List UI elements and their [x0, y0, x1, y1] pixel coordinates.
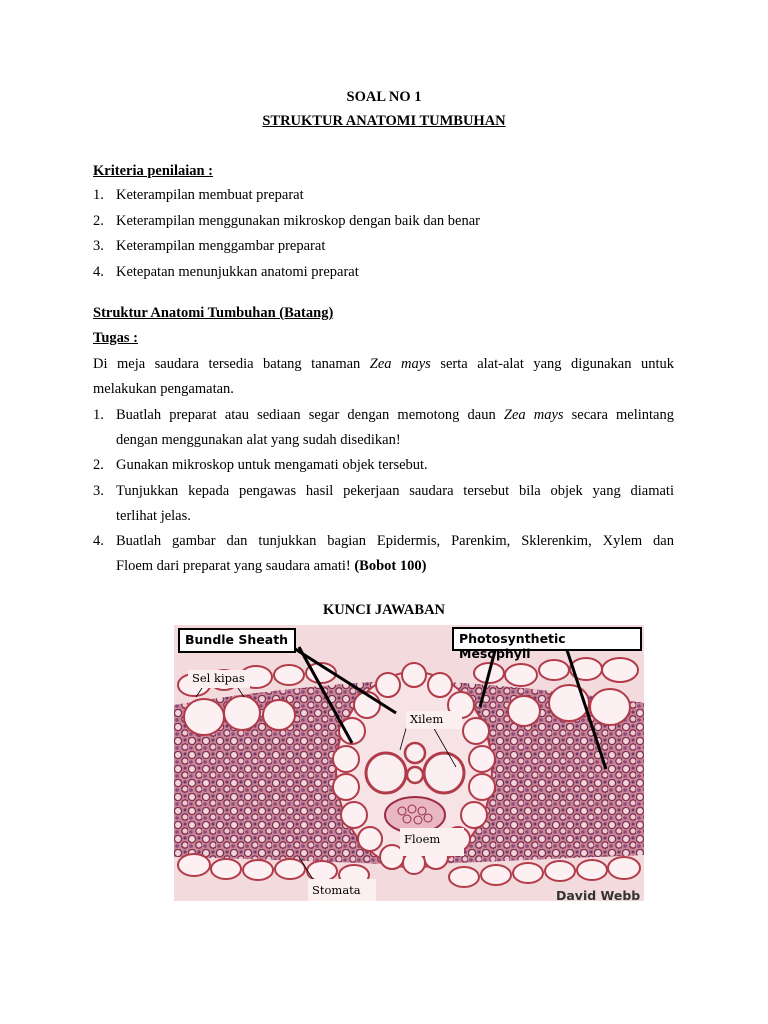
list-number: 2.	[93, 213, 104, 229]
task-item: Gunakan mikroskop untuk mengamati objek tersebut.	[116, 457, 428, 473]
task-number: 4.	[93, 533, 104, 549]
list-number: 3.	[93, 238, 104, 254]
section-heading: Struktur Anatomi Tumbuhan (Batang)	[93, 305, 334, 321]
label-floem: Floem	[400, 828, 464, 856]
task-item-line-2	[116, 558, 426, 575]
label-xilem: Xilem	[406, 711, 462, 729]
image-credit: David Webb	[556, 888, 641, 901]
task-text: Buatlah preparat atau sediaan segar dengan memotong daun	[116, 407, 504, 423]
kriteria-heading: Kriteria penilaian :	[93, 163, 214, 179]
micrograph-image	[174, 625, 644, 901]
intro-paragraph	[93, 356, 674, 373]
task-number: 1.	[93, 407, 104, 423]
label-photosynthetic-mesophyll: Photosynthetic Mesophyll	[452, 627, 642, 651]
task-italic: Zea mays	[503, 407, 564, 423]
task-item-line-2: dengan menggunakan alat yang sudah disedikan!	[116, 432, 401, 448]
tugas-heading: Tugas :	[93, 330, 139, 346]
page-subtitle: STRUKTUR ANATOMI TUMBUHAN	[262, 113, 506, 129]
kunci-jawaban-heading: KUNCI JAWABAN	[322, 602, 446, 618]
label-stomata: Stomata	[308, 879, 376, 901]
task-text: Floem dari preparat yang saudara amati!	[116, 558, 355, 574]
intro-line-2: melakukan pengamatan.	[93, 381, 234, 397]
list-item: Keterampilan menggunakan mikroskop dengan baik dan benar	[116, 213, 480, 229]
task-number: 3.	[93, 483, 104, 499]
list-number: 1.	[93, 187, 104, 203]
task-item	[116, 407, 674, 424]
task-number: 2.	[93, 457, 104, 473]
list-item: Ketepatan menunjukkan anatomi preparat	[116, 264, 359, 280]
intro-text: Di meja saudara tersedia batang tanaman	[93, 356, 370, 372]
task-weight: (Bobot 100)	[354, 558, 427, 574]
intro-italic: Zea mays	[369, 356, 431, 372]
task-item: Tunjukkan kepada pengawas hasil pekerjaan saudara tersebut bila objek yang diamati	[116, 483, 674, 499]
list-item: Keterampilan membuat preparat	[116, 187, 304, 203]
task-item: Buatlah gambar dan tunjukkan bagian Epidermis, Parenkim, Sklerenkim, Xylem dan	[116, 533, 674, 549]
list-item: Keterampilan menggambar preparat	[116, 238, 326, 254]
list-number: 4.	[93, 264, 104, 280]
page-title: SOAL NO 1	[346, 89, 422, 105]
task-text-cont: secara melintang	[563, 407, 674, 423]
intro-text-cont: serta alat-alat yang digunakan untuk	[430, 356, 674, 372]
leaf-cross-section-figure	[174, 625, 644, 901]
label-sel-kipas: Sel kipas	[188, 670, 250, 688]
label-bundle-sheath: Bundle Sheath	[178, 628, 296, 653]
task-item-line-2: terlihat jelas.	[116, 508, 191, 524]
